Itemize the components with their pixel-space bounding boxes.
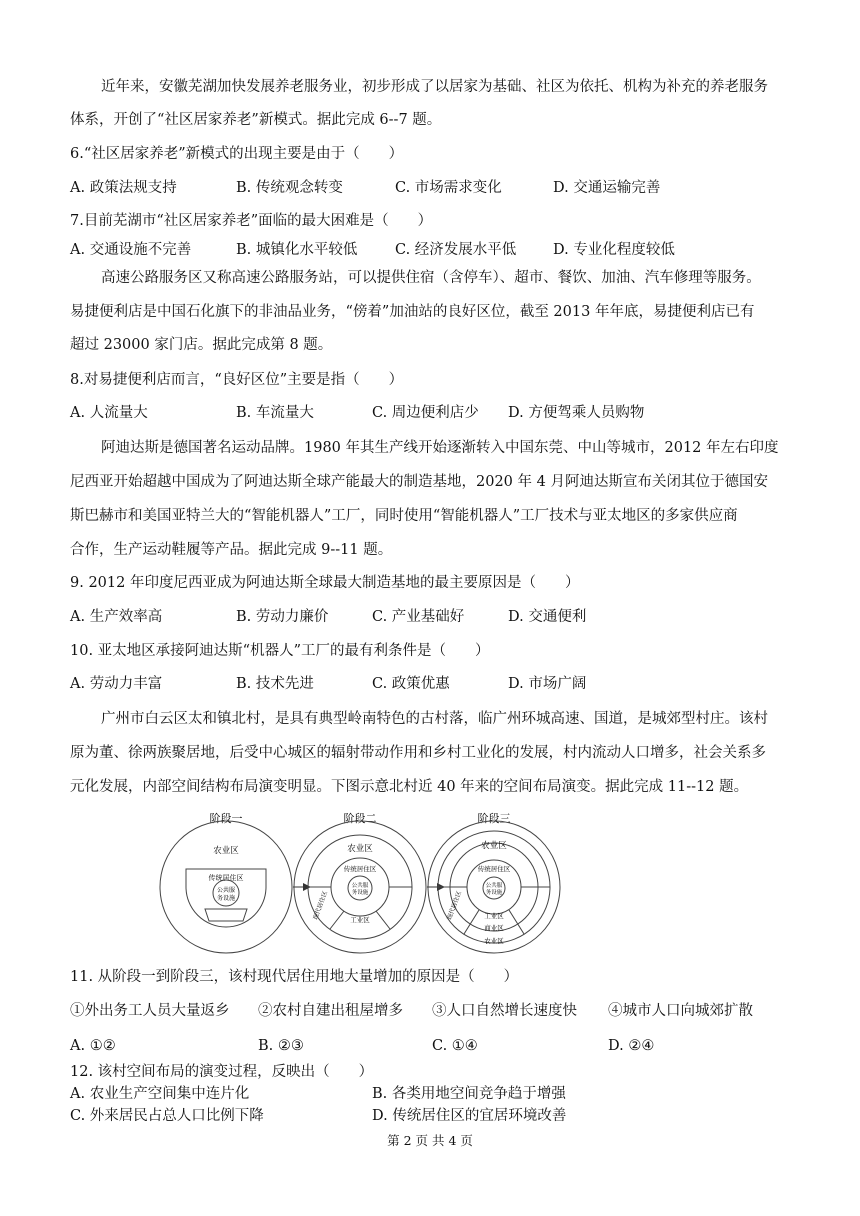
option-c[interactable]: C. 产业基础好: [372, 609, 465, 625]
statement-1: ①外出务工人员大量返乡: [70, 1003, 230, 1019]
option-d[interactable]: D. 传统居住区的宜居环境改善: [372, 1108, 567, 1124]
passage-2-line-3: 超过 23000 家门店。据此完成第 8 题。: [70, 337, 333, 353]
stage-3-public-label-1: 公共服: [485, 883, 503, 889]
passage-3-line-4: 合作，生产运动鞋履等产品。据此完成 9--11 题。: [70, 542, 393, 558]
option-b[interactable]: B. 传统观念转变: [236, 180, 343, 196]
stage-1-public-label-1: 公共服: [216, 887, 236, 894]
question-10-stem: 10. 亚太地区承接阿迪达斯“机器人”工厂的最有利条件是（ ）: [70, 643, 490, 659]
stage-2-traditional-label: 传统居住区: [343, 865, 377, 873]
statement-2: ②农村自建出租屋增多: [258, 1003, 403, 1019]
option-b[interactable]: B. 各类用地空间竞争趋于增强: [372, 1086, 566, 1102]
option-d[interactable]: D. 交通运输完善: [553, 180, 661, 196]
stage-3-traditional-label: 传统居住区: [477, 865, 511, 873]
stage-3-title: 阶段三: [477, 812, 511, 825]
stage-1-title: 阶段一: [209, 812, 243, 825]
question-12-stem: 12. 该村空间布局的演变过程，反映出（ ）: [70, 1064, 374, 1080]
stage-3-public-label-2: 务设施: [485, 890, 503, 896]
option-d[interactable]: D. 专业化程度较低: [553, 242, 675, 258]
option-b[interactable]: B. 技术先进: [236, 676, 314, 692]
stage-2-title: 阶段二: [343, 812, 377, 825]
passage-4-line-3: 元化发展，内部空间结构布局演变明显。下图示意北村近 40 年来的空间布局演变。据此完成 11--12 题。: [70, 779, 749, 795]
stage-1-traditional-label: 传统居住区: [208, 874, 244, 882]
option-a[interactable]: A. ①②: [70, 1038, 116, 1054]
option-c[interactable]: C. 外来居民占总人口比例下降: [70, 1108, 264, 1124]
village-layout-diagram: [150, 808, 570, 958]
question-11-stem: 11. 从阶段一到阶段三，该村现代居住用地大量增加的原因是（ ）: [70, 969, 519, 985]
stage-3-farm-label: 农业区: [481, 841, 507, 851]
option-a[interactable]: A. 交通设施不完善: [70, 242, 192, 258]
option-b[interactable]: B. ②③: [258, 1038, 304, 1054]
option-d[interactable]: D. ②④: [608, 1038, 655, 1054]
stage-1-farm-label: 农业区: [213, 846, 239, 856]
option-d[interactable]: D. 市场广阔: [508, 676, 587, 692]
stage-2-modern-label: 现代居住区: [312, 890, 330, 921]
question-6-stem: 6.“社区居家养老”新模式的出现主要是由于（ ）: [70, 146, 404, 162]
passage-3-line-3: 斯巴赫市和美国亚特兰大的“智能机器人”工厂，同时使用“智能机器人”工厂技术与亚太地区的多家供应商: [70, 508, 738, 524]
passage-1-line-2: 体系，开创了“社区居家养老”新模式。据此完成 6--7 题。: [70, 112, 442, 128]
option-a[interactable]: A. 劳动力丰富: [70, 676, 163, 692]
option-c[interactable]: C. 市场需求变化: [395, 180, 502, 196]
stage-3-modern-label: 现代居住区: [446, 890, 464, 921]
option-b[interactable]: B. 劳动力廉价: [236, 609, 329, 625]
passage-4-line-1: 广州市白云区太和镇北村，是具有典型岭南特色的古村落，临广州环城高速、国道，是城郊型村庄。该村: [101, 711, 768, 727]
stage-3-industry-label: 工业区: [484, 912, 504, 920]
passage-3-line-1: 阿迪达斯是德国著名运动品牌。1980 年其生产线开始逐渐转入中国东莞、中山等城市，2012 年左右印度: [101, 440, 779, 456]
passage-3-line-2: 尼西亚开始超越中国成为了阿迪达斯全球产能最大的制造基地，2020 年 4 月阿迪达斯宣布关闭其位于德国安: [70, 474, 768, 490]
page-footer: 第 2 页 共 4 页: [387, 1133, 473, 1148]
stage-1-public-label-2: 务设施: [216, 895, 236, 902]
statement-3: ③人口自然增长速度快: [432, 1003, 577, 1019]
passage-2-line-2: 易捷便利店是中国石化旗下的非油品业务，“傍着”加油站的良好区位，截至 2013 年年底，易捷便利店已有: [70, 304, 755, 320]
passage-4-line-2: 原为董、徐两族聚居地，后受中心城区的辐射带动作用和乡村工业化的发展，村内流动人口增多，社会关系多: [70, 745, 766, 761]
question-7-stem: 7.目前芜湖市“社区居家养老”面临的最大困难是（ ）: [70, 213, 433, 229]
stage-2: [294, 812, 426, 953]
stage-2-industry-label: 工业区: [350, 916, 370, 924]
stage-1: [160, 812, 292, 953]
option-a[interactable]: A. 农业生产空间集中连片化: [70, 1086, 250, 1102]
stage-3: [428, 812, 560, 953]
option-c[interactable]: C. 经济发展水平低: [395, 242, 517, 258]
stage-2-public-label-2: 务设施: [351, 890, 369, 896]
stage-2-farm-label: 农业区: [347, 844, 373, 854]
option-c[interactable]: C. 周边便利店少: [372, 405, 479, 421]
option-a[interactable]: A. 生产效率高: [70, 609, 163, 625]
question-9-stem: 9. 2012 年印度尼西亚成为阿迪达斯全球最大制造基地的最主要原因是（ ）: [70, 575, 580, 591]
option-d[interactable]: D. 交通便利: [508, 609, 587, 625]
passage-1-line-1: 近年来，安徽芜湖加快发展养老服务业，初步形成了以居家为基础、社区为依托、机构为补充的养老服务: [101, 79, 768, 95]
stage-3-farm-label-2: 农业区: [484, 937, 504, 945]
stage-3-commercial-label: 商业区: [484, 924, 504, 932]
option-b[interactable]: B. 车流量大: [236, 405, 314, 421]
statement-4: ④城市人口向城郊扩散: [608, 1003, 753, 1019]
passage-2-line-1: 高速公路服务区又称高速公路服务站，可以提供住宿（含停车）、超市、餐饮、加油、汽车修理等服务。: [101, 270, 761, 286]
option-c[interactable]: C. ①④: [432, 1038, 478, 1054]
option-a[interactable]: A. 人流量大: [70, 405, 148, 421]
stage-2-public-label-1: 公共服: [351, 883, 369, 889]
option-d[interactable]: D. 方便驾乘人员购物: [508, 405, 645, 421]
option-b[interactable]: B. 城镇化水平较低: [236, 242, 358, 258]
option-a[interactable]: A. 政策法规支持: [70, 180, 177, 196]
question-8-stem: 8.对易捷便利店而言，“良好区位”主要是指（ ）: [70, 372, 404, 388]
option-c[interactable]: C. 政策优惠: [372, 676, 450, 692]
